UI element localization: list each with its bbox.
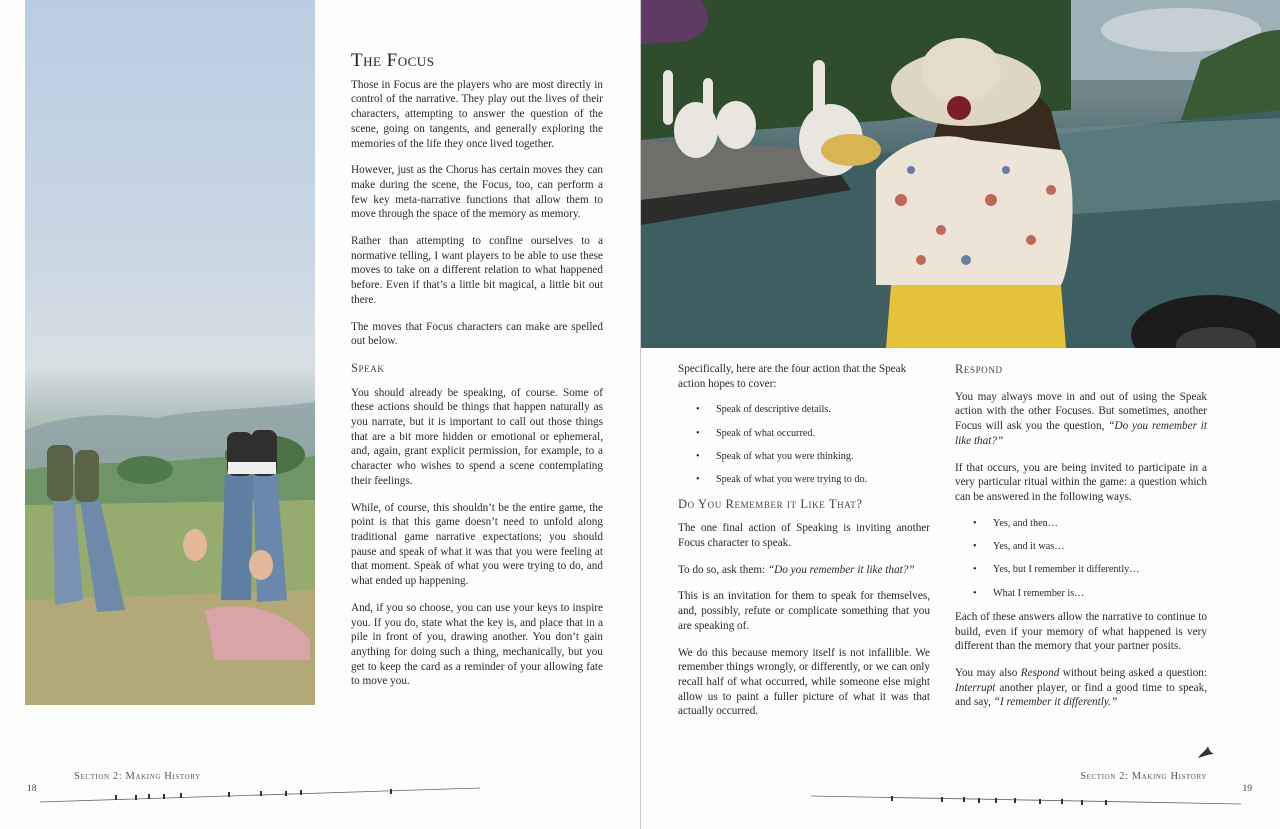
page-number-right: 19: [1242, 784, 1252, 794]
photo-woman-at-lake: [641, 0, 1280, 348]
focus-paragraph-4: The moves that Focus characters can make are spelled out below.: [351, 320, 603, 348]
respond-text: You may always move in and out of using the Speak action with the other Focuses. But sometimes, another Focus will ask you the question,: [955, 390, 1207, 433]
speak-actions-list: [678, 403, 930, 486]
focus-paragraph-1: Those in Focus are the players who are most directly in control of the narrative. They play out the lives of their characters, attempting to answer the question of the scene, going on tangents, and generally exploring the memories of the life they once lived together.: [351, 78, 603, 150]
speak-heading: Speak: [351, 360, 385, 375]
resp4-b: Respond: [1020, 666, 1060, 679]
wire-with-birds-left: [0, 786, 640, 806]
respond-quote: “Do you remember it like that?”: [955, 420, 1207, 447]
wire-with-birds-right: [641, 786, 1280, 806]
answers-list: [955, 517, 1207, 600]
resp4-c: without being asked a question:: [1059, 666, 1208, 679]
respond-paragraph-2: If that occurs, you are being invited to participate in a very particular ritual within the game: a question which can be answered in the following ways.: [955, 461, 1207, 503]
list-item: • Speak of what occurred.: [678, 427, 930, 440]
resp4-d: Interrupt: [955, 681, 996, 694]
do-you-remember-heading: Do You Remember it Like That?: [678, 496, 863, 511]
focus-paragraph-3: Rather than attempting to confine ourselves to a normative telling, I want players to be able to use these moves to take on a different relation to what happened before. Even if that’s a little bit magical, a little bit out there.: [351, 235, 603, 306]
bird-icon: [1196, 742, 1216, 762]
dyr-paragraph-1: The one final action of Speaking is inviting another Focus character to speak.: [678, 522, 930, 549]
right-text-column-2: [955, 362, 1207, 722]
list-item: • Yes, and it was…: [955, 540, 1207, 553]
resp4-a: You may also: [955, 666, 1021, 679]
list-item: • Speak of descriptive details.: [678, 403, 930, 416]
photo-friends-illustration: [25, 0, 315, 705]
resp4-f: “I remember it differently.”: [993, 696, 1118, 709]
right-text-column-1: [678, 362, 930, 731]
speak-paragraph-2: While, of course, this shouldn’t be the entire game, the point is that this game doesn’t need to unfold along traditional game narrative expectations; you should pause and speak of what it was that you were feeling at that moment. Speak of what you were trying to do, and what ended up happening.: [351, 501, 603, 588]
respond-paragraph-4: [955, 666, 1207, 710]
focus-paragraph-2: However, just as the Chorus has certain moves they can make during the scene, the Focus, too, can perform a few key meta-narrative functions that allow them to move through the space of the memory as memory.: [351, 164, 603, 221]
section-title: The Focus: [351, 50, 435, 71]
dyr-ask-text: To do so, ask them:: [678, 563, 768, 576]
footer-right: Section 2: Making History: [1080, 771, 1207, 782]
photo-friends-in-grass: [25, 0, 315, 705]
list-item: • What I remember is…: [955, 587, 1207, 600]
left-text-column: [351, 50, 603, 701]
dyr-paragraph-2: [678, 563, 930, 578]
respond-heading: Respond: [955, 362, 1003, 376]
dyr-paragraph-4: We do this because memory itself is not infallible. We remember things wrongly, or differently, or we can only recall half of what occurred, while someone else might allow us to paint a fuller picture of what it was that actually occurred.: [678, 646, 930, 718]
speak-paragraph-3: And, if you so choose, you can use your keys to inspire you. If you do, state what the key is, and place that in a pile in front of you, drawing another. You don’t gain anything for doing such a thing, mechanically, but you get to keep the card as a reminder of your allowing fate to move you.: [351, 601, 603, 688]
dyr-quote: “Do you remember it like that?”: [767, 563, 915, 576]
right-page: [641, 0, 1280, 829]
list-item: • Yes, but I remember it differently…: [955, 563, 1207, 576]
respond-paragraph-1: [955, 390, 1207, 449]
list-item: • Speak of what you were trying to do.: [678, 473, 930, 486]
speak-paragraph-1: You should already be speaking, of course. Some of these actions should be things that happen naturally as you narrate, but it is important to call out those things that are a bit more hidden or emotional or ephemeral, and, again, grant explicit permission, for example, to a character who wishes to spend a scene contemplating their feelings.: [351, 386, 603, 487]
photo-lake-illustration: [641, 0, 1280, 348]
list-item: • Yes, and then…: [955, 517, 1207, 530]
list-item: • Speak of what you were thinking.: [678, 450, 930, 463]
dyr-paragraph-3: This is an invitation for them to speak for themselves, and, possibly, refute or complicate something that you are speaking of.: [678, 590, 930, 632]
footer-left: Section 2: Making History: [74, 771, 201, 782]
page-number-left: 18: [27, 784, 37, 794]
speak-actions-intro: Specifically, here are the four action that the Speak action hopes to cover:: [678, 363, 907, 390]
respond-paragraph-3: Each of these answers allow the narrative to continue to build, even if your memory of what happened is very different than the memory that your partner posits.: [955, 610, 1207, 653]
resp4-e: another player, or find a good time to speak, and say,: [955, 681, 1207, 709]
